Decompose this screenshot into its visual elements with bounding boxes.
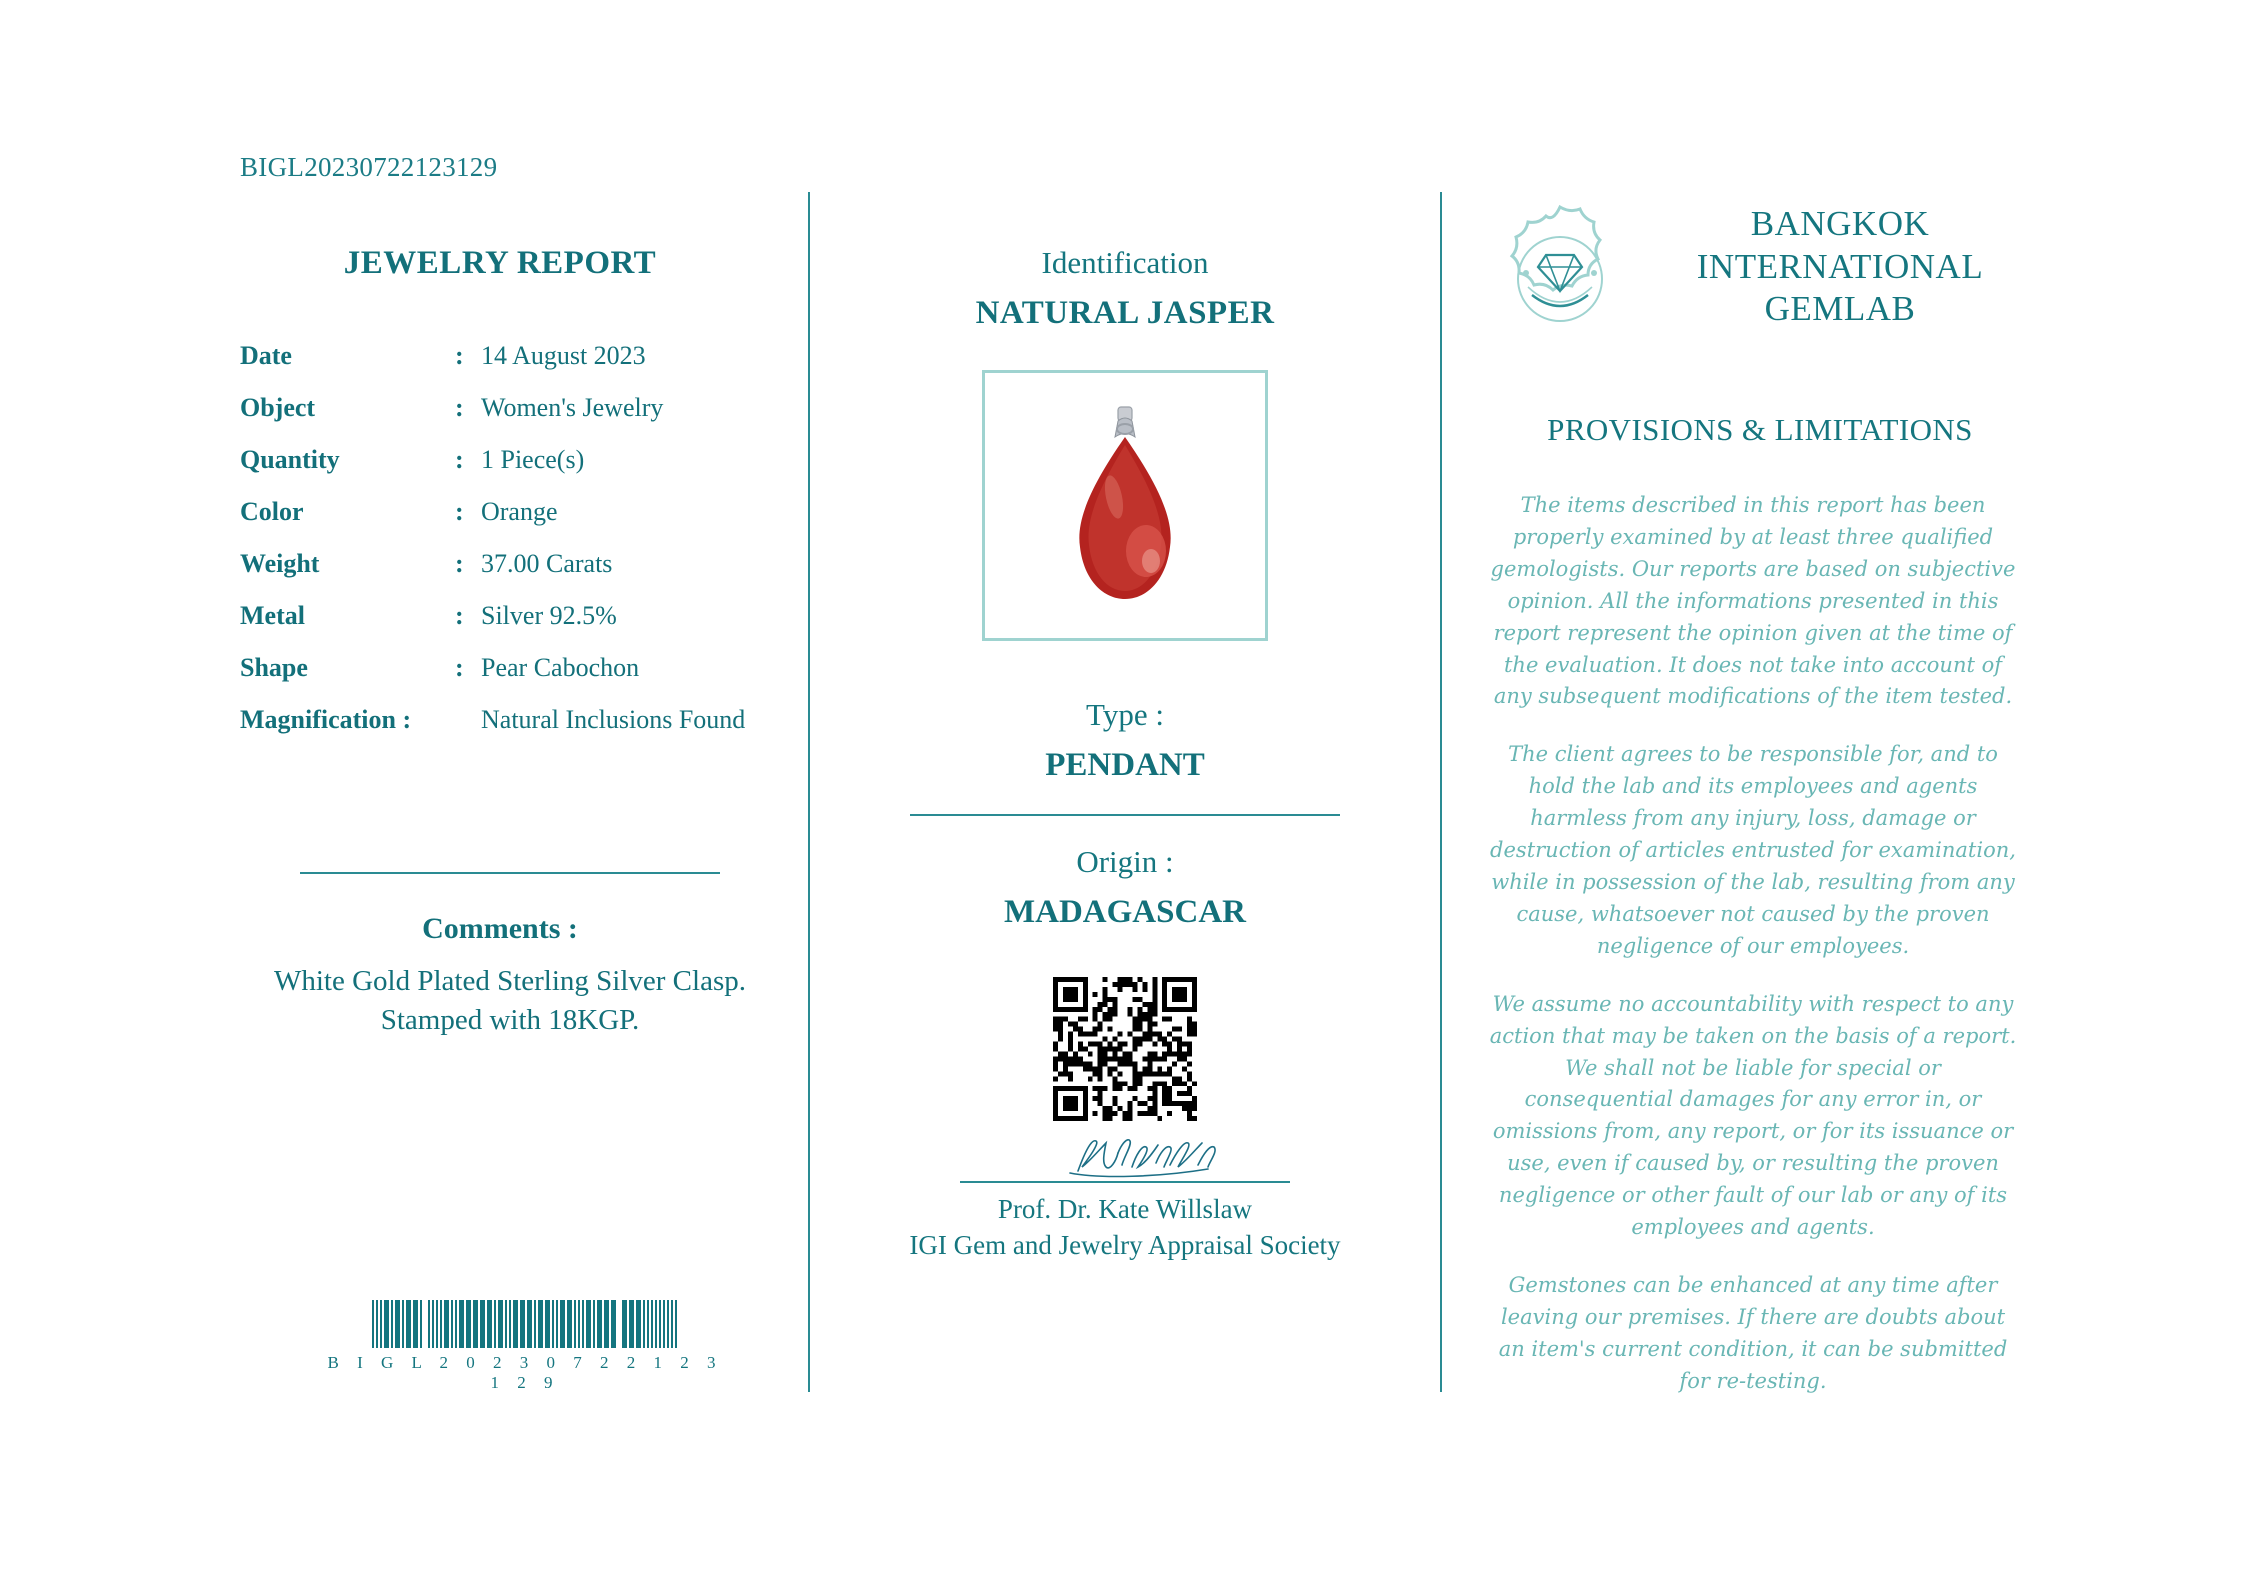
spec-colon: :: [455, 445, 464, 474]
brand-header: [1480, 195, 2040, 364]
identification-label: Identification: [1041, 245, 1209, 280]
gem-image-frame: [982, 370, 1268, 641]
identification-value: NATURAL JASPER: [975, 295, 1275, 331]
comments-text: [230, 962, 790, 1039]
spec-label: Weight: [240, 549, 320, 578]
type-label: Type :: [1086, 697, 1164, 732]
seal-logo-svg: [1480, 199, 1640, 359]
lab-name-line2: INTERNATIONAL: [1696, 246, 1984, 286]
barcode: [325, 1300, 725, 1393]
pendant-image: [1050, 401, 1200, 611]
lab-name-line1: BANGKOK: [1750, 204, 1930, 243]
spec-value: Orange: [481, 497, 558, 526]
comments-line: Stamped with 18KGP.: [380, 1003, 640, 1036]
spec-colon: :: [455, 653, 464, 682]
spec-value: Pear Cabochon: [481, 653, 640, 682]
provision-paragraph: The items described in this report has been properly examined by at least three qualified gemologists. Our reports are based on subjective opinion. All the informations presented in this report represent the opinion given at the time of the evaluation. It does not take into account of any subsequent modifications of the item tested.: [1490, 493, 2016, 709]
qr-code-icon[interactable]: [1053, 977, 1197, 1121]
spec-colon: [455, 694, 481, 746]
spec-label: Magnification :: [240, 705, 412, 734]
barcode-text: B I G L 2 0 2 3 0 7 2 2 1 2 3 1 2 9: [327, 1353, 723, 1392]
spec-colon: :: [455, 601, 464, 630]
spec-row: [240, 590, 760, 642]
spec-row: [240, 434, 760, 486]
spec-row: [240, 330, 760, 382]
gemlab-seal-logo-icon: [1480, 199, 1640, 364]
spec-label: Quantity: [240, 445, 340, 474]
spec-value: 37.00 Carats: [481, 549, 613, 578]
spec-colon: :: [455, 549, 464, 578]
right-column: [1480, 195, 2040, 1424]
provision-paragraph: We assume no accountability with respect to any action that may be taken on the basis of a report. We shall not be liable for special or consequential damages for any error in, or omissions from, any report, or for its issuance or use, even if caused by, or resulting the proven negligence or other fault of our lab or any of its employees and agents.: [1489, 991, 2017, 1240]
spec-colon: :: [455, 497, 464, 526]
spec-value: 14 August 2023: [481, 341, 646, 370]
comments-line: White Gold Plated Sterling Silver Clasp.: [273, 965, 746, 997]
spec-value: Silver 92.5%: [481, 601, 617, 630]
signature-icon: [960, 1127, 1290, 1183]
report-id: BIGL20230722123129: [240, 152, 498, 182]
spec-label: Shape: [240, 653, 308, 682]
spec-label: Metal: [240, 601, 305, 630]
column-divider-right: [1440, 192, 1442, 1392]
spec-value: Natural Inclusions Found: [481, 705, 746, 734]
provision-paragraph: Gemstones can be enhanced at any time after leaving our premises. If there are doubts about an item's current condition, it can be submitted for re-testing.: [1498, 1272, 2008, 1393]
column-divider-left: [808, 192, 810, 1392]
qr-code-svg: [1053, 977, 1197, 1121]
spec-label: Color: [240, 497, 304, 526]
spec-colon: :: [455, 393, 464, 422]
origin-value: MADAGASCAR: [1004, 894, 1246, 930]
origin-label: Origin :: [1076, 844, 1174, 879]
barcode-bars: [325, 1300, 725, 1348]
signature-line: [960, 1181, 1290, 1183]
provision-paragraph: The client agrees to be responsible for, and to hold the lab and its employees and agents harmless from any injury, loss, damage or destruction of articles entrusted for examination, while in possession of the lab, resulting from any cause, whatsoever not caused by the proven negligence of our employees.: [1490, 742, 2016, 958]
spec-row: [240, 486, 760, 538]
spec-label: Object: [240, 393, 316, 422]
lab-name-line3: GEMLAB: [1764, 289, 1916, 329]
spec-row: [240, 694, 760, 746]
spec-colon: :: [455, 341, 464, 370]
signature: [960, 1127, 1290, 1183]
origin-divider: [910, 814, 1340, 816]
signer-org: IGI Gem and Jewelry Appraisal Society: [909, 1229, 1341, 1260]
spec-row: [240, 538, 760, 590]
provisions-body: [1488, 490, 2018, 1398]
signer-name: Prof. Dr. Kate Willslaw: [997, 1194, 1253, 1224]
spec-value: 1 Piece(s): [481, 445, 585, 474]
spec-value: Women's Jewelry: [481, 393, 664, 422]
comments-heading: Comments :: [422, 912, 578, 945]
comments-divider: [300, 872, 720, 874]
jewelry-report-title: JEWELRY REPORT: [343, 245, 657, 281]
left-column: [230, 245, 770, 746]
spec-label: Date: [240, 341, 292, 370]
spec-row: [240, 642, 760, 694]
middle-column: [870, 245, 1380, 1263]
lab-name: [1640, 195, 2040, 331]
spec-row: [240, 382, 760, 434]
specs-table: [240, 330, 760, 746]
provisions-title: PROVISIONS & LIMITATIONS: [1547, 412, 1973, 447]
type-value: PENDANT: [1045, 747, 1205, 783]
